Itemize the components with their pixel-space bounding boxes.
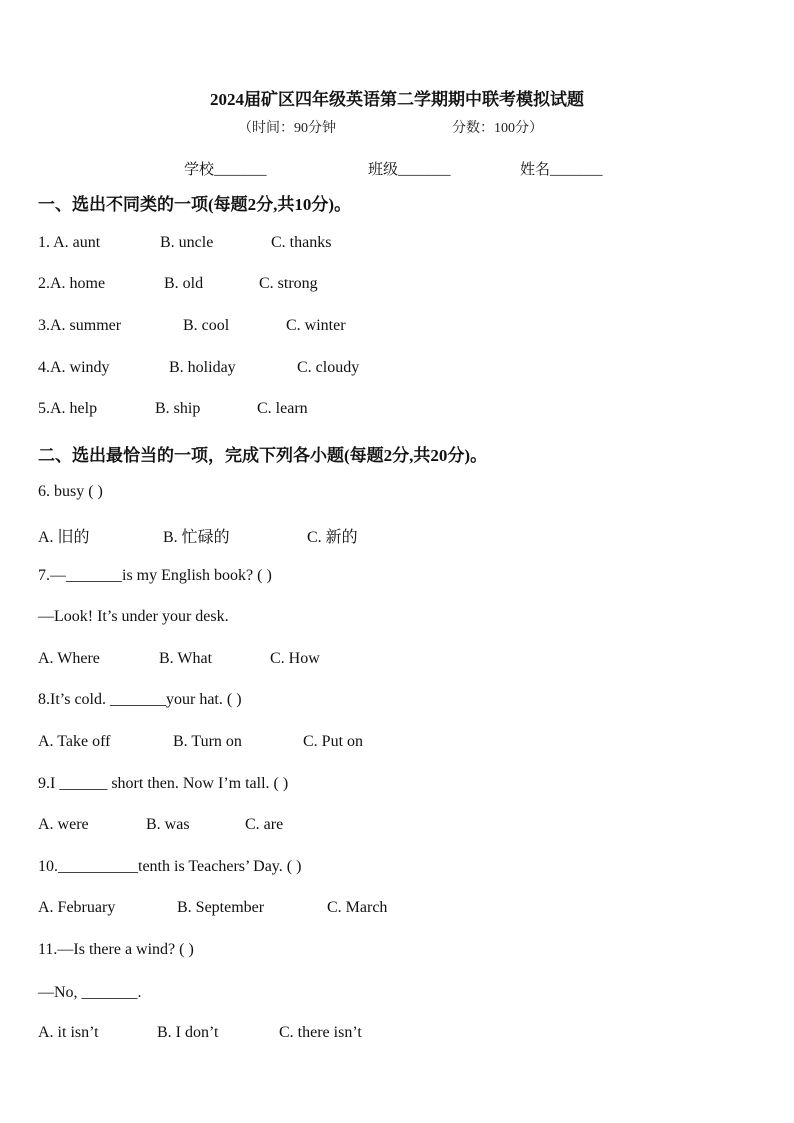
question-10-options	[38, 899, 387, 917]
question-6-stem: 6. busy ( )	[38, 483, 103, 500]
q1-option-b: B. uncle	[160, 234, 214, 251]
q4-option-b: B. holiday	[169, 359, 236, 376]
question-10-stem: 10.__________tenth is Teachers’ Day. ( )	[38, 858, 302, 875]
q11-option-c: C. there isn’t	[279, 1024, 362, 1041]
question-5	[38, 400, 308, 418]
q1-option-a: 1. A. aunt	[38, 234, 101, 251]
q11-option-b: B. I don’t	[157, 1024, 219, 1041]
q10-option-b: B. September	[177, 899, 265, 916]
question-9-stem: 9.I ______ short then. Now I’m tall. ( )	[38, 775, 289, 792]
q8-option-b: B. Turn on	[173, 733, 242, 750]
question-7-reply: —Look! It’s under your desk.	[38, 608, 229, 625]
section1-heading: 一、选出不同类的一项(每题2分,共10分)。	[38, 195, 352, 214]
school-field: 学校_______	[184, 162, 267, 178]
q2-option-b: B. old	[164, 275, 204, 292]
question-11-reply: —No, _______.	[38, 984, 142, 1001]
question-2	[38, 275, 318, 293]
q8-option-c: C. Put on	[303, 733, 364, 750]
q3-option-b: B. cool	[183, 317, 230, 334]
q9-option-b: B. was	[146, 816, 190, 833]
q11-option-a: A. it isn’t	[38, 1024, 99, 1041]
question-6-options	[38, 524, 358, 547]
q6-option-a: A. 旧的	[38, 529, 90, 546]
question-11-options	[38, 1024, 362, 1042]
q9-option-c: C. are	[245, 816, 284, 833]
question-8-stem: 8.It’s cold. _______your hat. ( )	[38, 691, 242, 708]
exam-title: 2024届矿区四年级英语第二学期期中联考模拟试题	[210, 90, 584, 109]
q6-option-c: C. 新的	[307, 529, 358, 546]
q5-option-a: 5.A. help	[38, 400, 98, 417]
q7-option-a: A. Where	[38, 650, 100, 667]
q3-option-a: 3.A. summer	[38, 317, 122, 334]
question-7-stem: 7.—_______is my English book? ( )	[38, 567, 272, 584]
section2-heading: 二、选出最恰当的一项，完成下列各小题(每题2分,共20分)。	[38, 446, 488, 465]
q2-option-a: 2.A. home	[38, 275, 106, 292]
question-1	[38, 234, 331, 252]
q9-option-a: A. were	[38, 816, 89, 833]
q7-option-b: B. What	[159, 650, 213, 667]
q10-option-a: A. February	[38, 899, 116, 916]
question-7-options	[38, 650, 320, 668]
q2-option-c: C. strong	[259, 275, 318, 292]
q1-option-c: C. thanks	[271, 234, 332, 251]
question-3	[38, 317, 346, 335]
question-8-options	[38, 733, 363, 751]
q7-option-c: C. How	[270, 650, 320, 667]
q6-option-b: B. 忙碌的	[163, 529, 230, 546]
q3-option-c: C. winter	[286, 317, 346, 334]
class-field: 班级_______	[368, 162, 451, 178]
exam-score: 分数：100分）	[452, 121, 543, 136]
q4-option-c: C. cloudy	[297, 359, 360, 376]
q5-option-c: C. learn	[257, 400, 308, 417]
exam-time: （时间：90分钟	[238, 121, 336, 136]
name-field: 姓名_______	[520, 162, 603, 178]
question-4	[38, 359, 359, 377]
question-9-options	[38, 816, 283, 834]
q8-option-a: A. Take off	[38, 733, 111, 750]
q10-option-c: C. March	[327, 899, 388, 916]
q5-option-b: B. ship	[155, 400, 201, 417]
question-11-stem: 11.—Is there a wind? ( )	[38, 941, 194, 958]
q4-option-a: 4.A. windy	[38, 359, 110, 376]
